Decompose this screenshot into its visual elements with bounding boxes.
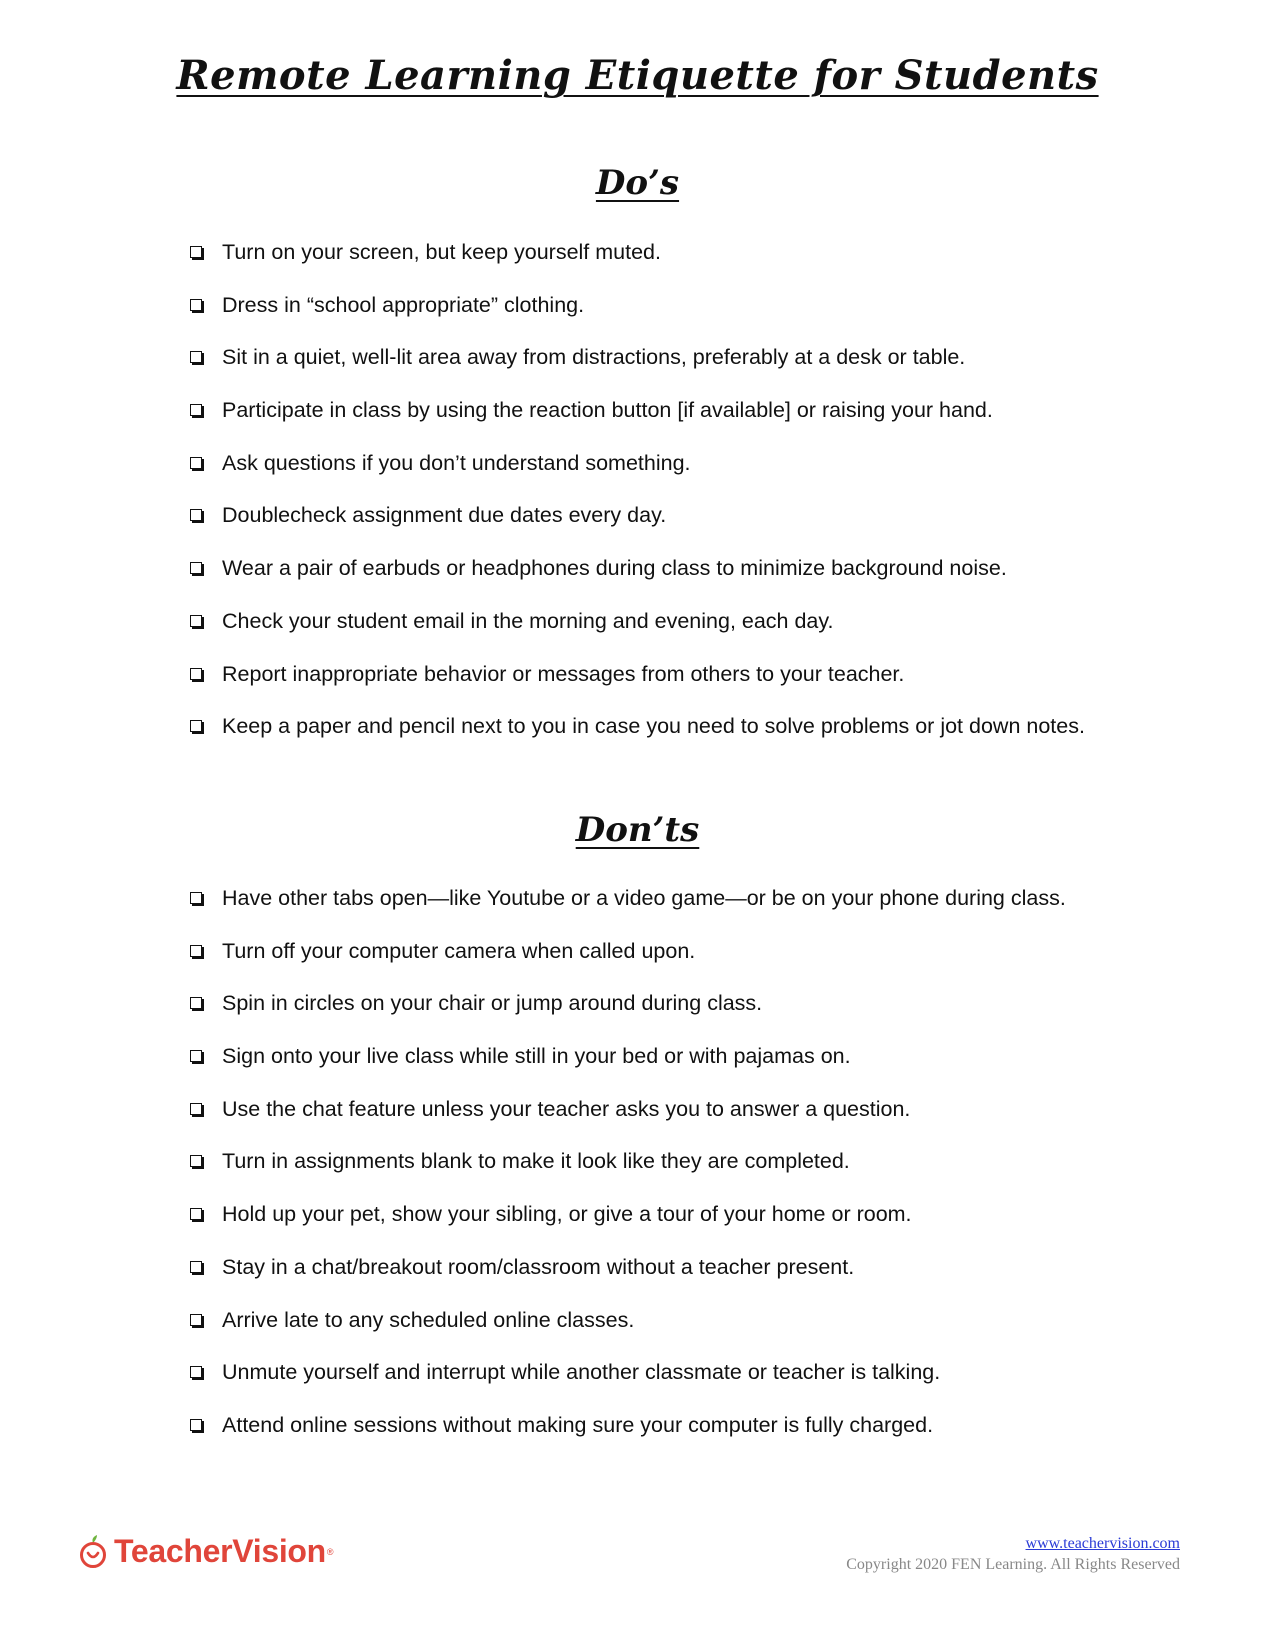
checklist-item-text: Dress in “school appropriate” clothing. [222, 292, 585, 317]
page-title: Remote Learning Etiquette for Students [176, 52, 1099, 99]
checkbox-icon [190, 351, 202, 363]
checklist-item-text: Keep a paper and pencil next to you in case you need to solve problems or jot down notes. [222, 714, 1085, 739]
checklist-item [190, 398, 1085, 451]
checklist-item-text: Participate in class by using the reaction button [if available] or raising your hand. [222, 398, 993, 423]
checkbox-icon [190, 1208, 202, 1220]
checkbox-icon [190, 299, 202, 311]
checkbox-icon [190, 1419, 202, 1431]
checklist-item-text: Stay in a chat/breakout room/classroom without a teacher present. [222, 1254, 855, 1279]
checkbox-icon [190, 246, 202, 258]
checkbox-icon [190, 457, 202, 469]
checklist-item [190, 609, 1085, 662]
checklist-item-text: Ask questions if you don’t understand something. [222, 450, 691, 475]
checkbox-icon [190, 1050, 202, 1062]
checkbox-icon [190, 945, 202, 957]
checklist-item-text: Turn on your screen, but keep yourself muted. [222, 240, 661, 264]
checklist-item-text: Attend online sessions without making sure your computer is fully charged. [222, 1412, 934, 1437]
checklist-item-text: Arrive late to any scheduled online classes. [222, 1307, 635, 1332]
registered-mark: ® [326, 1546, 334, 1557]
checklist-item [190, 1044, 1066, 1097]
checklist-item [190, 1413, 1066, 1466]
checklist-item-text: Turn off your computer camera when called upon. [222, 938, 696, 963]
footer-info [846, 1533, 1180, 1575]
checklist-item [190, 1255, 1066, 1308]
checklist-item [190, 939, 1066, 992]
copyright-text: Copyright 2020 FEN Learning. All Rights Reserved [846, 1556, 1180, 1573]
checklist-item-text: Sign onto your live class while still in your bed or with pajamas on. [222, 1044, 851, 1069]
checklist-item-text: Doublecheck assignment due dates every day. [222, 503, 667, 528]
teachervision-link[interactable]: www.teachervision.com [1025, 1535, 1180, 1552]
checklist-item [190, 1202, 1066, 1255]
checklist-item-text: Unmute yourself and interrupt while another classmate or teacher is talking. [222, 1360, 941, 1385]
checkbox-icon [190, 615, 202, 627]
dos-heading: Do’s [595, 163, 680, 203]
checklist-item [190, 662, 1085, 715]
checklist-item [190, 886, 1066, 939]
checklist-item [190, 1308, 1066, 1361]
donts-heading: Don’ts [575, 810, 700, 850]
checklist-item-text: Hold up your pet, show your sibling, or give a tour of your home or room. [222, 1202, 912, 1227]
checkbox-icon [190, 562, 202, 574]
brand-name: TeacherVision [114, 1533, 326, 1569]
checkbox-icon [190, 404, 202, 416]
checklist-item [190, 1097, 1066, 1150]
checklist-item [190, 240, 1085, 293]
checkbox-icon [190, 1261, 202, 1273]
checklist-item [190, 714, 1085, 767]
checklist-item [190, 451, 1085, 504]
checklist-item-text: Turn in assignments blank to make it look like they are completed. [222, 1149, 850, 1174]
checkbox-icon [190, 509, 202, 521]
checkbox-icon [190, 1155, 202, 1167]
checklist-item-text: Report inappropriate behavior or messages from others to your teacher. [222, 661, 905, 686]
checklist-item-text: Sit in a quiet, well-lit area away from distractions, preferably at a desk or table. [222, 345, 966, 370]
teachervision-logo [78, 1533, 334, 1570]
checklist-item-text: Have other tabs open—like Youtube or a video game—or be on your phone during class. [222, 886, 1066, 910]
checkbox-icon [190, 997, 202, 1009]
checklist-item-text: Wear a pair of earbuds or headphones during class to minimize background noise. [222, 556, 1007, 581]
checkbox-icon [190, 668, 202, 680]
checklist-item [190, 293, 1085, 346]
checkbox-icon [190, 892, 202, 904]
checkbox-icon [190, 1366, 202, 1378]
checklist-item [190, 991, 1066, 1044]
donts-list [190, 886, 1066, 1466]
checklist-item [190, 345, 1085, 398]
checkbox-icon [190, 1103, 202, 1115]
checklist-item [190, 1149, 1066, 1202]
checklist-item-text: Check your student email in the morning and evening, each day. [222, 608, 834, 633]
checklist-item [190, 503, 1085, 556]
checklist-item-text: Use the chat feature unless your teacher asks you to answer a question. [222, 1096, 911, 1121]
dos-list [190, 240, 1085, 767]
checkbox-icon [190, 720, 202, 732]
checklist-item [190, 1360, 1066, 1413]
checklist-item [190, 556, 1085, 609]
apple-icon [78, 1535, 108, 1569]
checkbox-icon [190, 1314, 202, 1326]
checklist-item-text: Spin in circles on your chair or jump around during class. [222, 991, 763, 1016]
